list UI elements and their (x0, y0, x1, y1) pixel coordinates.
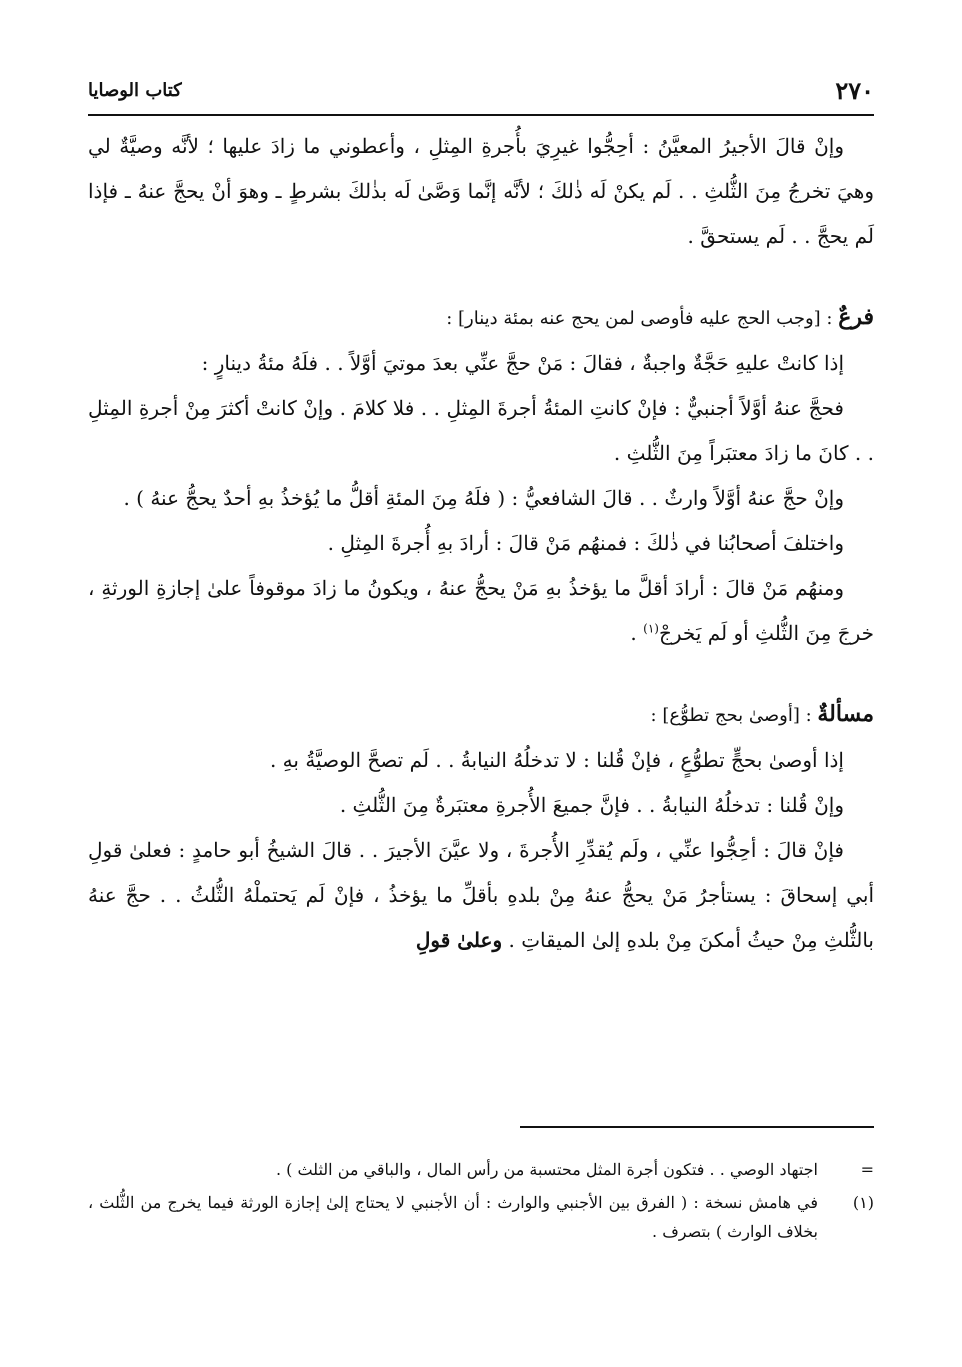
paragraph-heir: وإنْ حجَّ عنهُ أوَّلاً وارثٌ . . قالَ الشافعيُّ : ( فلَهُ مِنَ المئةِ أقلُّ ما يُؤخذُ بهِ أحدٌ يحجُّ عنهُ ) . (123, 486, 844, 510)
paragraph-voluntary-hajj: إذا أوصىٰ بحجٍّ تطوُّعٍ ، فإنْ قُلنا : لا تدخلُهُ النيابةُ . . لَم تصحَّ الوصيَّةُ بهِ . (269, 748, 844, 772)
footnote-text: اجتهاد الوصي . . فتكون أجرة المثل محتسبة من رأس المال ، والباقي من الثلث ) . (275, 1160, 818, 1179)
paragraph-other-view (88, 566, 874, 656)
running-title: كتاب الوصايا (88, 80, 182, 101)
masala-keyword: مسألةٌ (817, 701, 874, 727)
main-text (88, 124, 874, 963)
far-keyword: فرعٌ (838, 304, 874, 330)
far-heading (88, 295, 874, 341)
paragraph-disagreement: واختلفَ أصحابُنا في ذٰلكَ : فمنهُم مَنْ قالَ : أرادَ بهِ أُجرةَ المِثلِ . (327, 531, 844, 555)
paragraph-hired-agent: وإنْ قالَ الأجيرُ المعيَّنُ : أحِجُّوا غيرِيَ بأُجرةِ المِثلِ ، وأعطوني ما زادَ عليها ؛ لأنَّه وصيَّةٌ لي وهيَ تخرجُ مِنَ الثُّلثِ . . لَم يكنْ لَه ذٰلكَ ؛ لأنَّه إنَّما وَصَّىٰ لَه بذٰلكَ بشرطٍ ـ وهوَ أنْ يحجَّ عنهُ ـ فإذا لَم يحجَّ . . لَم يستحقَّ . (88, 134, 874, 248)
footnote-marker: = (860, 1160, 874, 1179)
footnote-ref-1: (١) (643, 621, 659, 636)
masala-title: : [أوصىٰ بحج تطوُّع] : (650, 705, 818, 726)
paragraph-unspecified-fee (88, 828, 874, 963)
header-rule (88, 114, 874, 116)
paragraph-other-view-end: . (630, 621, 644, 645)
footnotes (88, 1155, 874, 1250)
footnote-rule (520, 1126, 874, 1128)
masala-heading (88, 692, 874, 738)
paragraph-other-view-text: ومنهُم مَنْ قالَ : أرادَ أقلَّ ما يؤخذُ بهِ مَنْ يحجُّ عنهُ ، ويكونُ ما زادَ موقوفاً علىٰ إجازةِ الورثةِ ، خرجَ مِنَ الثُّلثِ أو لَم يَخرجْ (88, 576, 874, 645)
footnote-1 (88, 1188, 874, 1246)
page-number: ٢٧٠ (835, 76, 874, 105)
page-header (88, 76, 874, 110)
continuation-text: وعلىٰ قولِ (415, 928, 503, 952)
footnote-text: في هامش نسخة : ( الفرق بين الأجنبي والوارث : أن الأجنبي لا يحتاج إلىٰ إجازة الورثة فيما يخرج من الثُّلث ، بخلاف الوارث ) بتصرف . (88, 1193, 819, 1241)
paragraph-foreigner: فحجَّ عنهُ أوَّلاً أجنبيٌّ : فإنْ كانتِ المئةُ أجرةَ المِثلِ . . فلا كلامَ . وإنْ كانتْ أكثرَ مِنْ أجرةِ المِثلِ . . كانَ ما زادَ معتبَراً مِنَ الثُّلثِ . (88, 396, 874, 465)
paragraph-unspecified-fee-text: فإنْ قالَ : أحِجُّوا عنِّي ، ولَم يُقدِّرِ الأُجرةَ ، ولا عيَّنَ الأجيرَ . . قالَ الشيخُ أبو حامدٍ : فعلىٰ قولِ أبي إسحاقَ : يستأجرُ مَنْ يحجُّ عنهُ مِنْ بلدهِ بأقلِّ ما يؤخذُ ، فإنْ لَم يَحتملْهُ الثُّلثُ . . حجَّ عنهُ بالثُّلثِ مِنْ حيثُ أمكنَ مِنْ بلدهِ إلىٰ الميقاتِ . (88, 838, 874, 952)
paragraph-obligatory-hajj: إذا كانتْ عليهِ حَجَّةٌ واجبةٌ ، فقالَ : مَنْ حجَّ عنِّي بعدَ موتيَ أوَّلاً . . فلَهُ مئةُ دينارٍ : (201, 351, 844, 375)
far-title: : [وجب الحج عليه فأوصى لمن يحج عنه بمئة دينار] : (446, 308, 839, 329)
footnote-continuation (88, 1155, 874, 1184)
footnote-marker: (١) (852, 1193, 874, 1212)
paragraph-proxy-allowed: وإنْ قُلنا : تدخلُهُ النيابةُ . . فإنَّ جميعَ الأُجرةِ معتبَرةٌ مِنَ الثُّلثِ . (339, 793, 844, 817)
